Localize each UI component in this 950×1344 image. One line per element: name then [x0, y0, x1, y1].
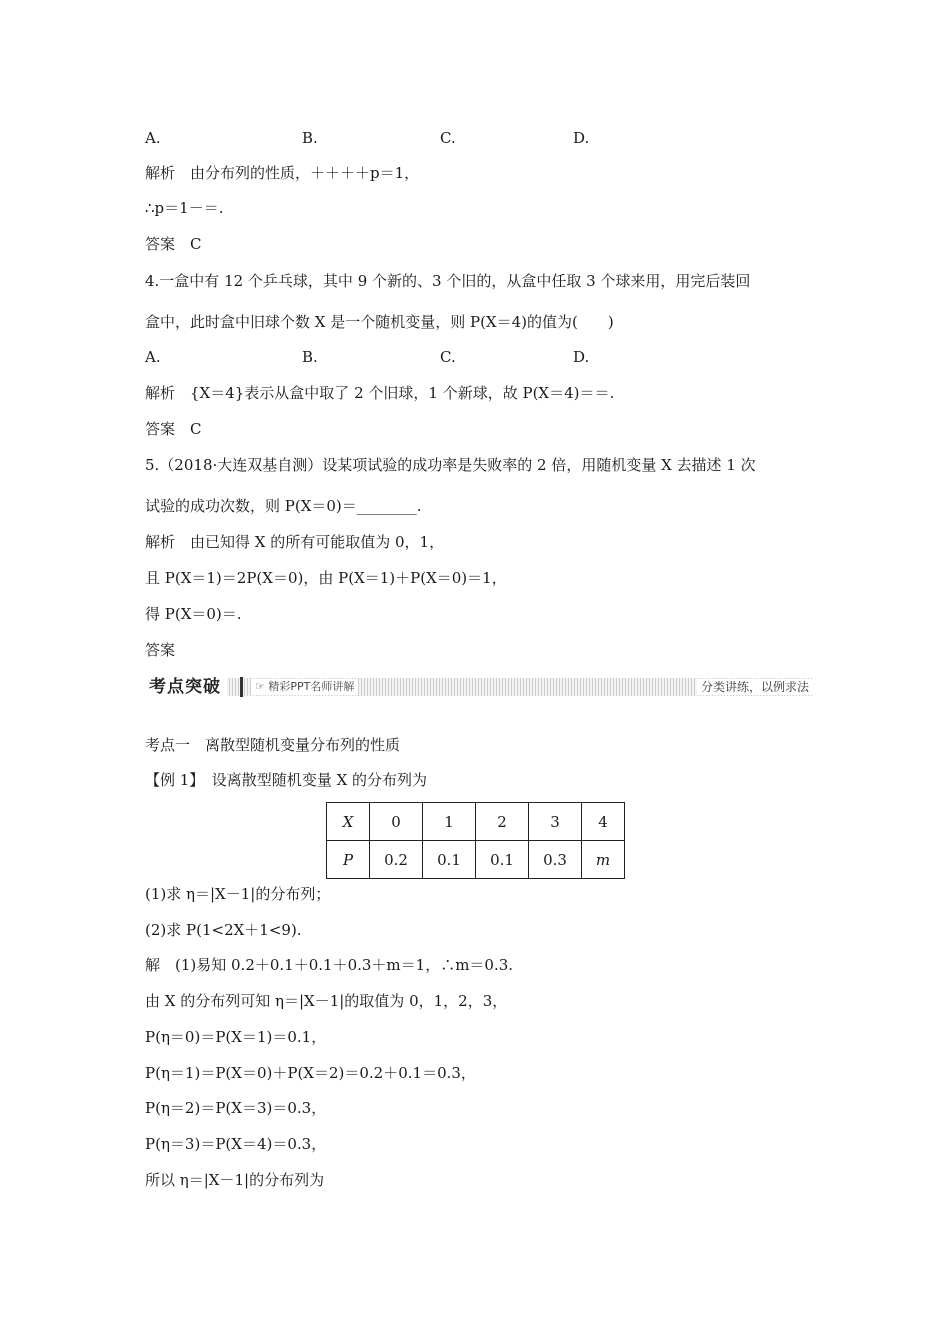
solution-line: P(η＝1)＝P(X＝0)＋P(X＝2)＝0.2＋0.1＝0.3， — [145, 1064, 476, 1082]
option-d: D. — [573, 129, 590, 147]
table-cell: 3 — [529, 803, 582, 841]
sub-question-1: (1)求 η＝|X－1|的分布列； — [145, 885, 331, 903]
solution-line: 且 P(X＝1)＝2P(X＝0)，由 P(X＝1)＋P(X＝0)＝1， — [145, 569, 507, 587]
table-cell: 0.1 — [423, 841, 476, 879]
analysis-line: 解析 由已知得 X 的所有可能取值为 0，1， — [145, 533, 445, 551]
table-cell: 1 — [423, 803, 476, 841]
table-row — [327, 841, 625, 879]
option-a: A. — [145, 348, 161, 366]
section-heading: 考点一 离散型随机变量分布列的性质 — [145, 736, 401, 754]
solution-line: 所以 η＝|X－1|的分布列为 — [145, 1171, 325, 1189]
table-cell: X — [327, 803, 370, 841]
table-cell: 0 — [370, 803, 423, 841]
solution-line: 得 P(X＝0)＝. — [145, 605, 242, 623]
banner-right-text: 分类讲练，以例求法 — [697, 679, 813, 695]
question-4-line-1: 4.一盒中有 12 个乒乓球，其中 9 个新的、3 个旧的，从盒中任取 3 个球来用，用完后装回 — [145, 272, 751, 290]
table-cell: 0.1 — [476, 841, 529, 879]
solution-line: 由 X 的分布列可知 η＝|X－1|的取值为 0，1，2，3， — [145, 992, 508, 1010]
table-row — [327, 803, 625, 841]
example-1-line: 【例 1】 设离散型随机变量 X 的分布列为 — [145, 771, 428, 789]
question-5-line-2: 试验的成功次数，则 P(X＝0)＝________. — [145, 497, 422, 515]
table-cell: P — [327, 841, 370, 879]
solution-line: P(η＝0)＝P(X＝1)＝0.1， — [145, 1028, 327, 1046]
solution-line: 解 (1)易知 0.2＋0.1＋0.1＋0.3＋m＝1，∴m＝0.3. — [145, 956, 514, 974]
answer-line: 答案 C — [145, 420, 202, 438]
solution-line: ∴p＝1－＝. — [145, 199, 224, 217]
sub-question-2: (2)求 P(1<2X＋1<9). — [145, 921, 302, 939]
option-a: A. — [145, 129, 161, 147]
banner-subtitle: ☞ 精彩PPT名师讲解 — [251, 679, 358, 695]
analysis-line: 解析 {X＝4}表示从盒中取了 2 个旧球，1 个新球，故 P(X＝4)＝＝. — [145, 384, 615, 402]
answer-line: 答案 C — [145, 235, 202, 253]
option-d: D. — [573, 348, 590, 366]
answer-line: 答案 — [145, 641, 176, 659]
option-b: B. — [302, 348, 318, 366]
solution-line: P(η＝2)＝P(X＝3)＝0.3， — [145, 1099, 327, 1117]
table-cell: 2 — [476, 803, 529, 841]
question-5-line-1: 5.（2018·大连双基自测）设某项试验的成功率是失败率的 2 倍，用随机变量 X 去描述 1 次 — [145, 456, 756, 474]
banner-title: 考点突破 — [145, 676, 227, 698]
banner-divider — [240, 677, 243, 697]
table-cell: 4 — [582, 803, 625, 841]
option-b: B. — [302, 129, 318, 147]
option-c: C. — [440, 129, 456, 147]
table-cell: 0.2 — [370, 841, 423, 879]
option-c: C. — [440, 348, 456, 366]
table-cell: m — [582, 841, 625, 879]
section-banner — [145, 676, 813, 698]
solution-line: P(η＝3)＝P(X＝4)＝0.3， — [145, 1135, 327, 1153]
analysis-line: 解析 由分布列的性质，＋＋＋＋p＝1， — [145, 164, 420, 182]
distribution-table — [326, 802, 625, 879]
table-cell: 0.3 — [529, 841, 582, 879]
question-4-line-2: 盒中，此时盒中旧球个数 X 是一个随机变量，则 P(X＝4)的值为( ) — [145, 313, 614, 331]
